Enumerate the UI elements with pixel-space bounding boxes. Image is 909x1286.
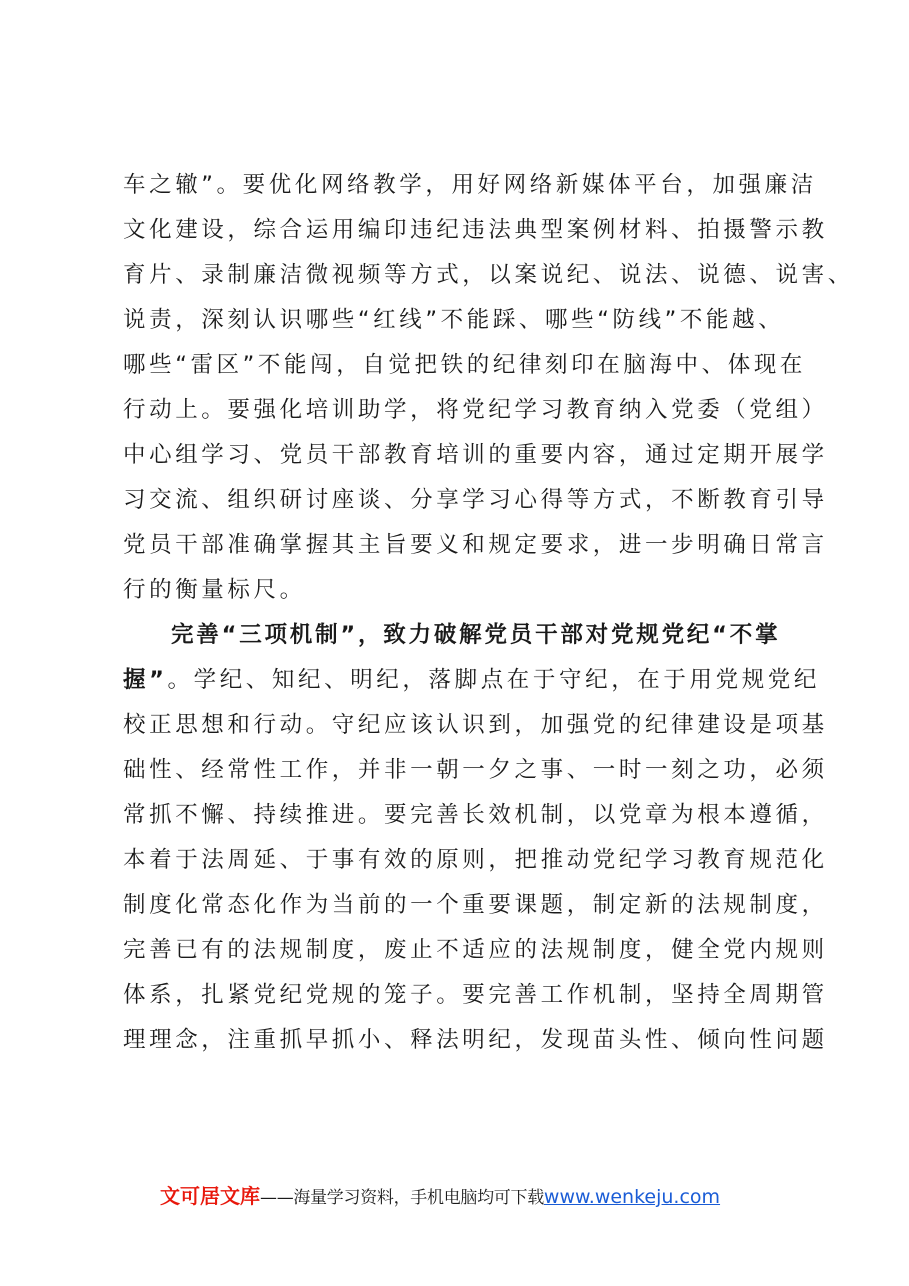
text-line: 完善已有的法规制度，废止不适应的法规制度，健全党内规则 bbox=[123, 937, 828, 963]
page-footer bbox=[160, 1182, 860, 1212]
text-line: 体系，扎紧党纪党规的笼子。要完善工作机制，坚持全周期管 bbox=[123, 982, 828, 1008]
text-line: 车之辙”。要优化网络教学，用好网络新媒体平台，加强廉洁 bbox=[123, 172, 817, 198]
text-line: 育片、录制廉洁微视频等方式，以案说纪、说法、说德、说害、 bbox=[123, 262, 854, 288]
text-line: 哪些“雷区”不能闯，自觉把铁的纪律刻印在脑海中、体现在 bbox=[123, 352, 807, 378]
footer-brand: 文可居文库 bbox=[160, 1184, 260, 1208]
text-line: 础性、经常性工作，并非一朝一夕之事、一时一刻之功，必须 bbox=[123, 757, 828, 783]
section-heading: 完善“三项机制”，致力破解党员干部对党规党纪“不掌 bbox=[171, 622, 781, 648]
text-line: 习交流、组织研讨座谈、分享学习心得等方式，不断教育引导 bbox=[123, 487, 828, 513]
text-line bbox=[123, 665, 823, 695]
text-line: 行动上。要强化培训助学，将党纪学习教育纳入党委（党组） bbox=[123, 397, 828, 423]
text-fragment: 。学纪、知纪、明纪，落脚点在于守纪，在于用党规党纪 bbox=[167, 667, 821, 693]
footer-tagline: ——海量学习资料，手机电脑均可下载 bbox=[260, 1188, 544, 1208]
text-line: 党员干部准确掌握其主旨要义和规定要求，进一步明确日常言 bbox=[123, 532, 828, 558]
text-line: 理理念，注重抓早抓小、释法明纪，发现苗头性、倾向性问题 bbox=[123, 1027, 828, 1053]
text-line: 中心组学习、党员干部教育培训的重要内容，通过定期开展学 bbox=[123, 442, 828, 468]
text-line: 文化建设，综合运用编印违纪违法典型案例材料、拍摄警示教 bbox=[123, 217, 828, 243]
text-line: 本着于法周延、于事有效的原则，把推动党纪学习教育规范化 bbox=[123, 847, 828, 873]
text-line: 说责，深刻认识哪些“红线”不能踩、哪些“防线”不能越、 bbox=[123, 307, 785, 333]
text-line: 校正思想和行动。守纪应该认识到，加强党的纪律建设是项基 bbox=[123, 712, 828, 738]
text-line: 行的衡量标尺。 bbox=[123, 577, 306, 603]
footer-link[interactable]: www.wenkeju.com bbox=[543, 1186, 721, 1208]
text-line: 制度化常态化作为当前的一个重要课题，制定新的法规制度， bbox=[123, 892, 828, 918]
section-heading-end: 握” bbox=[123, 667, 168, 693]
text-line: 常抓不懈、持续推进。要完善长效机制，以党章为根本遵循， bbox=[123, 802, 828, 828]
